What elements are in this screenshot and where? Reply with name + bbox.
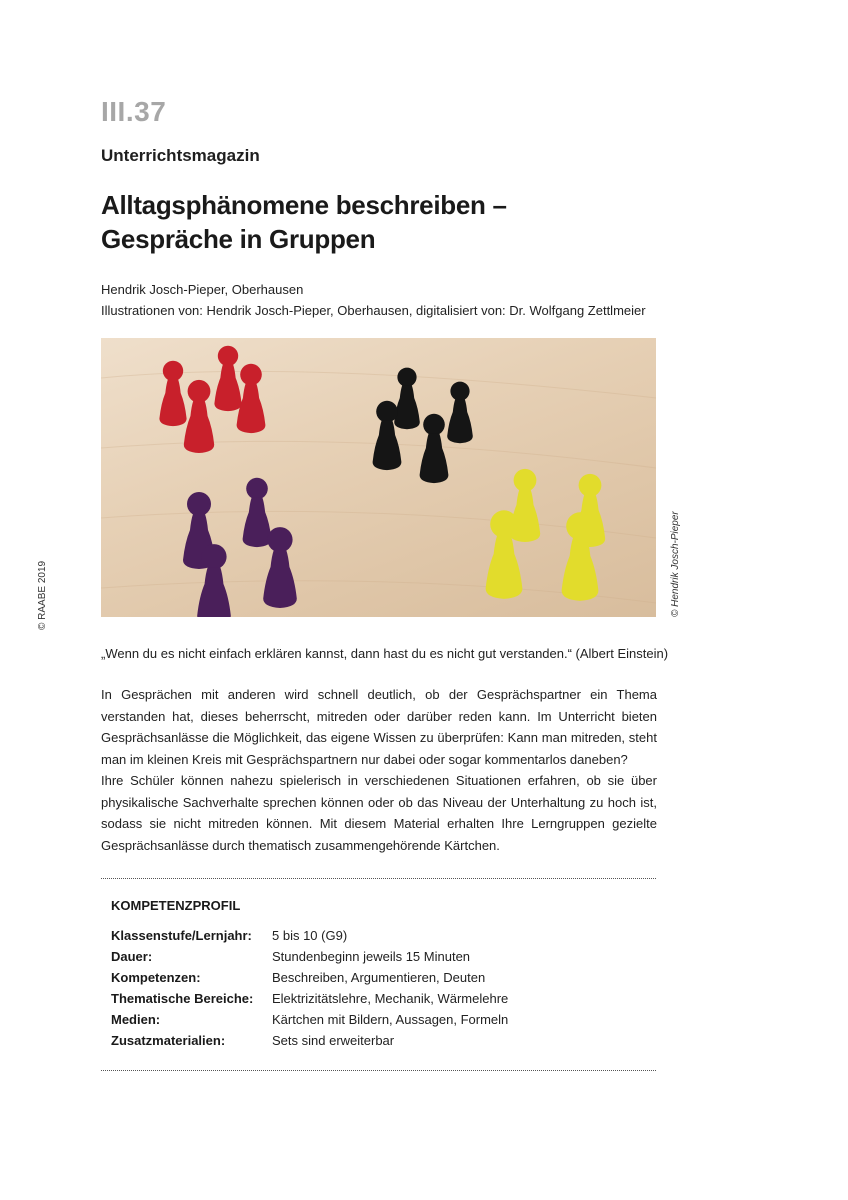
profile-row [111,970,508,991]
intro-paragraph-1: In Gesprächen mit anderen wird schnell deutlich, ob der Gesprächspartner ein Thema verstanden hat, dieses beherrscht, mitreden oder darüber reden kann. Im Unterricht bieten Gesprächsanlässe die Möglichkeit, das eigene Wissen zu überprüfen: Kann man mitreden, steht man im kleinen Kreis mit Gesprächspartnern nur dabei oder sogar kommentarlos daneben? [101,687,657,767]
black-pawns [373,368,473,484]
profile-value: 5 bis 10 (G9) [272,928,348,943]
profile-heading: KOMPETENZPROFIL [111,898,241,913]
profile-value: Beschreiben, Argumentieren, Deuten [272,970,486,985]
illustrations-line: Illustrationen von: Hendrik Josch-Pieper, Oberhausen, digitalisiert von: Dr. Wolfgang Zettlmeier [101,303,646,318]
pawn-piece [184,380,214,453]
pawn-piece [562,512,599,601]
profile-label: Zusatzmaterialien: [111,1033,226,1048]
profile-label: Kompetenzen: [111,970,201,985]
profile-value: Sets sind erweiterbar [272,1033,395,1048]
yellow-pawns [486,469,606,601]
intro-paragraph-2: Ihre Schüler können nahezu spielerisch in verschiedenen Situationen erfahren, ob sie über physikalische Sachverhalte sprechen können oder ob das Niveau der Unterhaltung zu hoch ist, sodass sie nicht mitreden können. Mit diesem Material erhalten Ihre Lerngruppen gezielte Gesprächsanlässe durch thematisch zusammengehörende Kärtchen. [101,773,657,853]
intro-text [101,684,657,856]
magazine-label: Unterrichtsmagazin [101,146,260,165]
profile-row [111,1012,508,1033]
author-line: Hendrik Josch-Pieper, Oberhausen [101,282,304,297]
game-pieces-photo [101,338,656,617]
profile-row [111,949,508,970]
purple-pawns [183,478,297,617]
pawn-piece [486,510,523,599]
profile-row [111,928,508,949]
page-title [101,188,507,256]
profile-value: Stundenbeginn jeweils 15 Minuten [272,949,471,964]
pawn-piece [197,544,231,617]
pawn-piece [373,401,402,470]
profile-value: Elektrizitätslehre, Mechanik, Wärmelehre [272,991,509,1006]
copyright-notice: © RAABE 2019 [37,560,48,630]
title-line-2: Gespräche in Gruppen [101,224,376,254]
divider-bottom [101,1070,656,1071]
competence-profile-table [111,928,508,1054]
section-number: III.37 [101,96,167,127]
einstein-quote: „Wenn du es nicht einfach erklären kannst, dann hast du es nicht gut verstanden.“ (Albert Einstein) [101,646,669,661]
pawn-piece [214,346,241,411]
profile-value: Kärtchen mit Bildern, Aussagen, Formeln [272,1012,509,1027]
photo-credit: © Hendrik Josch-Pieper [670,511,681,617]
profile-label: Thematische Bereiche: [111,991,254,1006]
divider-top [101,878,656,879]
profile-row [111,1033,508,1054]
pawn-piece [243,478,272,547]
profile-label: Klassenstufe/Lernjahr: [111,928,252,943]
pawn-piece [420,414,449,483]
profile-row [111,991,508,1012]
red-pawns [159,346,265,453]
pawn-piece [159,361,186,426]
pawn-piece [447,382,473,444]
pawn-piece [263,527,297,608]
profile-label: Medien: [111,1012,161,1027]
profile-label: Dauer: [111,949,153,964]
game-pieces-illustration [101,338,656,617]
pawn-piece [394,368,420,430]
title-line-1: Alltagsphänomene beschreiben – [101,190,507,220]
